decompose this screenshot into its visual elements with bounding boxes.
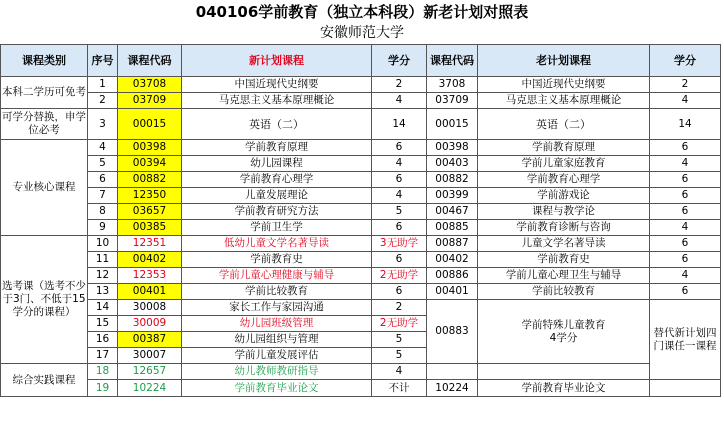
new-course-cell: 学前卫生学 — [182, 220, 372, 236]
new-credit-cell: 不计 — [372, 380, 427, 397]
new-code-cell: 03657 — [118, 204, 182, 220]
category-cell: 选考课（选考不少于3门、不低于15学分的课程） — [1, 236, 88, 364]
old-code-cell: 00885 — [427, 220, 478, 236]
seq-cell: 9 — [88, 220, 118, 236]
new-course-cell: 英语（二） — [182, 109, 372, 140]
category-cell: 可学分替换，申学位必考 — [1, 109, 88, 140]
old-credit-cell: 4 — [650, 156, 721, 172]
new-credit-cell: 6 — [372, 172, 427, 188]
new-credit-cell: 4 — [372, 93, 427, 109]
new-code-cell: 00387 — [118, 332, 182, 348]
new-credit-cell: 6 — [372, 252, 427, 268]
old-credit-cell: 4 — [650, 93, 721, 109]
old-course-cell: 学前游戏论 — [478, 188, 650, 204]
category-cell: 综合实践课程 — [1, 364, 88, 397]
old-code-cell: 00402 — [427, 252, 478, 268]
seq-cell: 13 — [88, 284, 118, 300]
new-course-cell: 幼儿教师教研指导 — [182, 364, 372, 380]
header-new-code: 课程代码 — [118, 45, 182, 77]
seq-cell: 3 — [88, 109, 118, 140]
old-course-cell: 学前教育原理 — [478, 140, 650, 156]
old-course-cell: 学前儿童心理卫生与辅导 — [478, 268, 650, 284]
seq-cell: 10 — [88, 236, 118, 252]
comparison-table — [0, 44, 721, 397]
table-row — [1, 204, 721, 220]
old-course-cell: 学前比较教育 — [478, 284, 650, 300]
table-row — [1, 93, 721, 109]
new-credit-cell: 14 — [372, 109, 427, 140]
new-course-cell: 低幼儿童文学名著导读 — [182, 236, 372, 252]
new-course-cell: 幼儿园课程 — [182, 156, 372, 172]
old-course-cell: 中国近现代史纲要 — [478, 77, 650, 93]
header-old-course: 老计划课程 — [478, 45, 650, 77]
new-code-cell: 30009 — [118, 316, 182, 332]
new-course-cell: 学前比较教育 — [182, 284, 372, 300]
category-cell: 专业核心课程 — [1, 140, 88, 236]
header-new-credit: 学分 — [372, 45, 427, 77]
new-credit-cell: 5 — [372, 332, 427, 348]
table-row — [1, 156, 721, 172]
table-row — [1, 77, 721, 93]
new-code-cell: 03708 — [118, 77, 182, 93]
old-code-cell: 00882 — [427, 172, 478, 188]
old-code-cell: 00398 — [427, 140, 478, 156]
new-course-cell: 马克思主义基本原理概论 — [182, 93, 372, 109]
old-code-cell: 03709 — [427, 93, 478, 109]
seq-cell: 16 — [88, 332, 118, 348]
seq-cell: 17 — [88, 348, 118, 364]
seq-cell: 11 — [88, 252, 118, 268]
old-code-cell: 00887 — [427, 236, 478, 252]
new-course-cell: 学前教育研究方法 — [182, 204, 372, 220]
old-course-cell: 学前教育心理学 — [478, 172, 650, 188]
old-credit-cell: 6 — [650, 140, 721, 156]
header-old-credit: 学分 — [650, 45, 721, 77]
new-course-cell: 学前儿童发展评估 — [182, 348, 372, 364]
empty-old-course-cell — [478, 364, 650, 380]
table-row — [1, 268, 721, 284]
new-code-cell: 10224 — [118, 380, 182, 397]
new-credit-cell: 2 — [372, 77, 427, 93]
merged-old-code-cell: 00883 — [427, 300, 478, 364]
new-credit-cell: 4 — [372, 156, 427, 172]
seq-cell: 14 — [88, 300, 118, 316]
new-course-cell: 中国近现代史纲要 — [182, 77, 372, 93]
old-code-cell: 00886 — [427, 268, 478, 284]
header-seq: 序号 — [88, 45, 118, 77]
old-credit-cell: 4 — [650, 268, 721, 284]
new-code-cell: 00402 — [118, 252, 182, 268]
new-credit-cell: 2无助学 — [372, 268, 427, 284]
table-row — [1, 236, 721, 252]
old-credit-cell: 6 — [650, 236, 721, 252]
new-course-cell: 幼儿园组织与管理 — [182, 332, 372, 348]
old-credit-cell — [650, 380, 721, 397]
old-code-cell: 00399 — [427, 188, 478, 204]
new-credit-cell: 2无助学 — [372, 316, 427, 332]
table-row — [1, 109, 721, 140]
new-credit-cell: 2 — [372, 300, 427, 316]
new-code-cell: 00401 — [118, 284, 182, 300]
old-code-cell: 00403 — [427, 156, 478, 172]
seq-cell: 15 — [88, 316, 118, 332]
seq-cell: 18 — [88, 364, 118, 380]
old-code-cell: 10224 — [427, 380, 478, 397]
old-course-cell: 学前教育诊断与咨询 — [478, 220, 650, 236]
old-credit-cell: 6 — [650, 284, 721, 300]
old-code-cell: 00467 — [427, 204, 478, 220]
seq-cell: 19 — [88, 380, 118, 397]
seq-cell: 8 — [88, 204, 118, 220]
old-course-cell: 学前教育毕业论文 — [478, 380, 650, 397]
table-row — [1, 140, 721, 156]
table-row — [1, 172, 721, 188]
old-code-cell: 00401 — [427, 284, 478, 300]
merged-old-note-cell: 替代新计划四门课任一课程 — [650, 300, 721, 380]
old-credit-cell: 14 — [650, 109, 721, 140]
category-cell: 本科二学历可免考 — [1, 77, 88, 109]
seq-cell: 6 — [88, 172, 118, 188]
new-code-cell: 00385 — [118, 220, 182, 236]
old-course-cell: 课程与教学论 — [478, 204, 650, 220]
old-credit-cell: 6 — [650, 252, 721, 268]
new-credit-cell: 3无助学 — [372, 236, 427, 252]
seq-cell: 7 — [88, 188, 118, 204]
empty-old-code-cell — [427, 364, 478, 380]
seq-cell: 1 — [88, 77, 118, 93]
old-course-cell: 学前教育史 — [478, 252, 650, 268]
old-code-cell: 3708 — [427, 77, 478, 93]
new-course-cell: 学前教育心理学 — [182, 172, 372, 188]
new-course-cell: 学前教育史 — [182, 252, 372, 268]
old-code-cell: 00015 — [427, 109, 478, 140]
new-credit-cell: 4 — [372, 364, 427, 380]
new-code-cell: 30008 — [118, 300, 182, 316]
table-row — [1, 252, 721, 268]
table-row — [1, 220, 721, 236]
new-credit-cell: 6 — [372, 284, 427, 300]
merged-old-course-name: 学前特殊儿童教育 — [521, 318, 606, 331]
old-credit-cell: 6 — [650, 204, 721, 220]
new-code-cell: 12353 — [118, 268, 182, 284]
header-row — [1, 45, 721, 77]
new-code-cell: 00882 — [118, 172, 182, 188]
new-course-cell: 学前教育毕业论文 — [182, 380, 372, 397]
page-subtitle: 安徽师范大学 — [320, 25, 404, 41]
new-code-cell: 00015 — [118, 109, 182, 140]
merged-old-course-cell — [478, 300, 650, 364]
new-course-cell: 家长工作与家园沟通 — [182, 300, 372, 316]
header-new-course: 新计划课程 — [182, 45, 372, 77]
table-row — [1, 188, 721, 204]
new-code-cell: 12657 — [118, 364, 182, 380]
new-credit-cell: 6 — [372, 140, 427, 156]
seq-cell: 5 — [88, 156, 118, 172]
merged-old-course-credit: 4学分 — [549, 331, 578, 344]
new-course-cell: 儿童发展理论 — [182, 188, 372, 204]
new-course-cell: 学前儿童心理健康与辅导 — [182, 268, 372, 284]
table-row — [1, 364, 721, 380]
new-code-cell: 00394 — [118, 156, 182, 172]
seq-cell: 2 — [88, 93, 118, 109]
new-code-cell: 12350 — [118, 188, 182, 204]
new-course-cell: 学前教育原理 — [182, 140, 372, 156]
new-code-cell: 12351 — [118, 236, 182, 252]
header-category: 课程类别 — [1, 45, 88, 77]
new-course-cell: 幼儿园班级管理 — [182, 316, 372, 332]
old-credit-cell: 4 — [650, 220, 721, 236]
old-course-cell: 儿童文学名著导读 — [478, 236, 650, 252]
old-credit-cell: 6 — [650, 172, 721, 188]
new-credit-cell: 5 — [372, 204, 427, 220]
old-course-cell: 学前儿童家庭教育 — [478, 156, 650, 172]
new-code-cell: 30007 — [118, 348, 182, 364]
old-credit-cell: 6 — [650, 188, 721, 204]
table-row — [1, 284, 721, 300]
seq-cell: 12 — [88, 268, 118, 284]
new-code-cell: 03709 — [118, 93, 182, 109]
page-title: 040106学前教育（独立本科段）新老计划对照表 — [195, 3, 529, 21]
table-row — [1, 300, 721, 316]
new-credit-cell: 6 — [372, 220, 427, 236]
seq-cell: 4 — [88, 140, 118, 156]
table-row — [1, 380, 721, 397]
new-credit-cell: 5 — [372, 348, 427, 364]
old-course-cell: 英语（二） — [478, 109, 650, 140]
header-old-code: 课程代码 — [427, 45, 478, 77]
old-course-cell: 马克思主义基本原理概论 — [478, 93, 650, 109]
new-credit-cell: 4 — [372, 188, 427, 204]
new-code-cell: 00398 — [118, 140, 182, 156]
old-credit-cell: 2 — [650, 77, 721, 93]
